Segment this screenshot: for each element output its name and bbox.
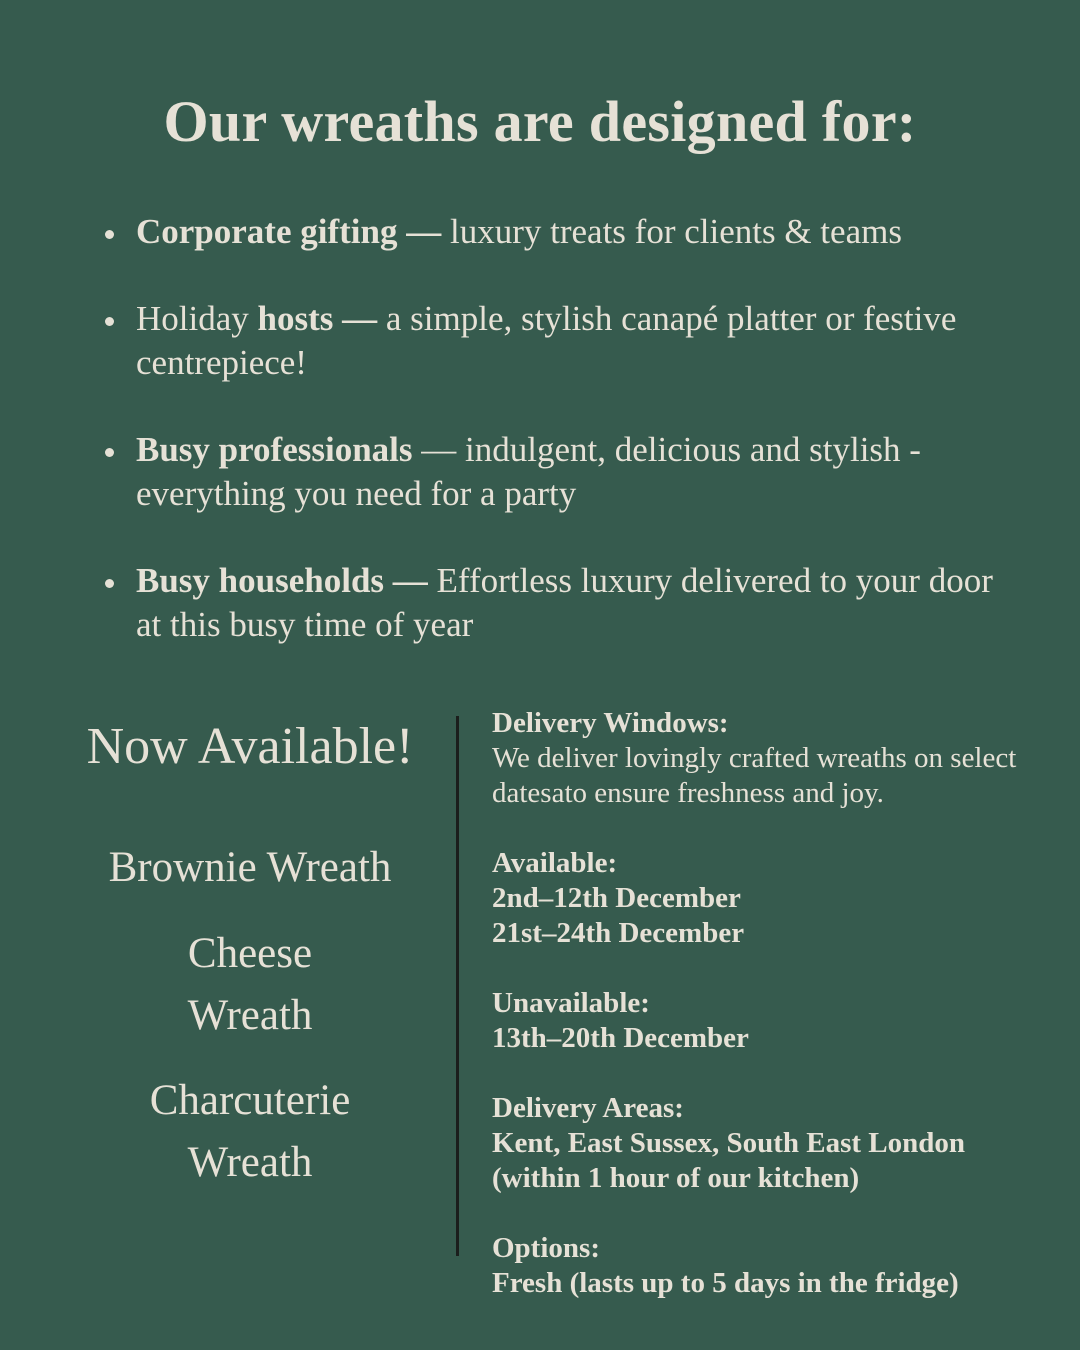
audience-description: luxury treats for clients & teams bbox=[441, 212, 902, 251]
page-title: Our wreaths are designed for: bbox=[163, 89, 917, 154]
delivery-windows-section bbox=[492, 706, 1052, 811]
delivery-areas-list: Kent, East Sussex, South East London bbox=[492, 1127, 966, 1159]
audience-item-corporate bbox=[100, 210, 1020, 254]
audience-label: Corporate gifting — bbox=[136, 212, 442, 251]
delivery-areas-note: (within 1 hour of our kitchen) bbox=[492, 1162, 860, 1194]
audience-list bbox=[100, 210, 1020, 647]
audience-lead: Holiday bbox=[136, 299, 258, 338]
audience-item-professionals bbox=[100, 428, 1020, 516]
audience-description: Effortless luxury delivered to your door at this busy time of year bbox=[136, 561, 993, 644]
unavailable-date: 13th–20th December bbox=[492, 1022, 749, 1054]
product-charcuterie-wreath bbox=[40, 1070, 460, 1194]
audience-description: a simple, stylish canapé platter or festive centrepiece! bbox=[136, 299, 957, 382]
bullet-icon bbox=[105, 579, 114, 588]
options-section bbox=[492, 1231, 1052, 1301]
product-name: Charcuterie Wreath bbox=[149, 1077, 351, 1186]
options-heading: Options: bbox=[492, 1232, 600, 1264]
available-heading: Available: bbox=[492, 847, 618, 879]
product-column bbox=[40, 715, 460, 1186]
audience-item-households bbox=[100, 559, 1020, 647]
product-brownie-wreath: Brownie Wreath bbox=[108, 844, 392, 891]
unavailable-heading: Unavailable: bbox=[492, 987, 650, 1019]
delivery-windows-heading: Delivery Windows: bbox=[492, 707, 729, 739]
delivery-windows-text: We deliver lovingly crafted wreaths on select datesato ensure freshness and joy. bbox=[492, 742, 1017, 809]
audience-label: Busy professionals bbox=[136, 430, 413, 469]
audience-label: Busy households — bbox=[136, 561, 428, 600]
available-date: 2nd–12th December bbox=[492, 882, 741, 914]
audience-label: hosts — bbox=[257, 299, 378, 338]
product-name: Cheese Wreath bbox=[187, 930, 313, 1039]
bullet-icon bbox=[105, 448, 114, 457]
bullet-icon bbox=[105, 230, 114, 239]
delivery-areas-section bbox=[492, 1091, 1052, 1196]
available-section bbox=[492, 846, 1052, 951]
bullet-icon bbox=[105, 317, 114, 326]
unavailable-section bbox=[492, 986, 1052, 1056]
product-cheese-wreath bbox=[40, 923, 460, 1047]
now-available-heading: Now Available! bbox=[86, 718, 414, 775]
options-text: Fresh (lasts up to 5 days in the fridge) bbox=[492, 1267, 959, 1299]
delivery-areas-heading: Delivery Areas: bbox=[492, 1092, 684, 1124]
audience-description: — indulgent, delicious and stylish - everything you need for a party bbox=[136, 430, 921, 513]
column-divider bbox=[456, 716, 459, 1256]
audience-item-hosts bbox=[100, 297, 1020, 385]
available-date: 21st–24th December bbox=[492, 917, 745, 949]
delivery-info-column bbox=[492, 706, 1052, 1336]
